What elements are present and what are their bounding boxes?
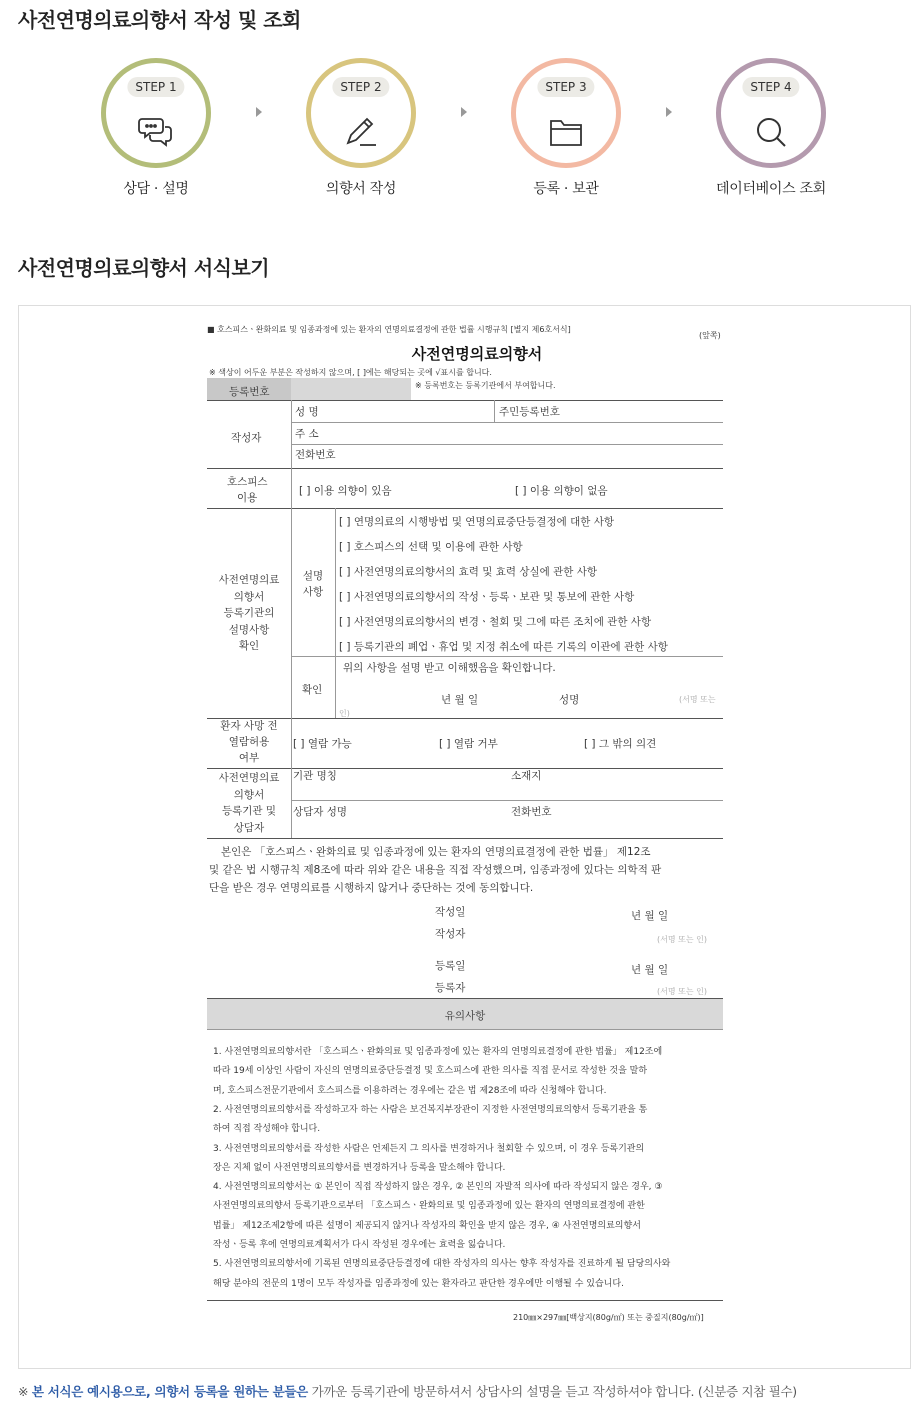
page-title: 사전연명의료의향서 작성 및 조회 xyxy=(18,8,301,32)
writer-sign-note: (서명 또는 인) xyxy=(657,935,707,944)
step-badge: STEP 3 xyxy=(537,77,594,97)
notes-title: 유의사항 xyxy=(444,1010,486,1022)
explain-item[interactable]: [ ] 사전연명의료의향서의 효력 및 효력 상실에 관한 사항 xyxy=(339,566,598,578)
note-line: 1. 사전연명의료의향서란 「호스피스ㆍ완화의료 및 임종과정에 있는 환자의 연명의료결정에 관한 법률」 제12조에 xyxy=(213,1047,663,1057)
agency-group-label: 사전연명의료 의향서 등록기관 및 상담자 xyxy=(218,772,280,834)
reg-date-label: 등록일 xyxy=(435,960,466,972)
arrow-icon xyxy=(666,107,672,117)
step-4-label: 데이터베이스 조회 xyxy=(716,181,826,197)
written-date-label: 작성일 xyxy=(435,906,466,918)
step-1-label: 상담 · 설명 xyxy=(123,181,189,197)
phone-label: 전화번호 xyxy=(295,449,336,461)
reg-no-label: 등록번호 xyxy=(229,386,270,398)
view-group-label: 환자 사망 전 열람허용 여부 xyxy=(220,720,278,764)
counselor-phone-label: 전화번호 xyxy=(511,806,552,818)
note-line: 며, 호스피스전문기관에서 호스피스를 이용하려는 경우에는 같은 법 제28조에 따라 신청해야 합니다. xyxy=(213,1085,607,1096)
written-date-value: 년 월 일 xyxy=(631,910,669,922)
note-line: 5. 사전연명의료의향서에 기록된 연명의료중단등결정에 대한 작성자의 의사는 향후 작성자를 진료하게 될 담당의사와 xyxy=(213,1259,671,1270)
law-reference: ■ 호스피스ㆍ완화의료 및 임종과정에 있는 환자의 연명의료결정에 관한 법률 시행규칙 [별지 제6호서식] xyxy=(207,325,571,334)
step-3-label: 등록 · 보관 xyxy=(533,181,599,197)
counselor-name-label: 상담자 성명 xyxy=(293,806,348,818)
form-title: 사전연명의료의향서 xyxy=(411,345,543,363)
explain-group-label: 사전연명의료 의향서 등록기관의 설명사항 확인 xyxy=(218,574,280,652)
step-3 xyxy=(511,58,621,168)
note-line: 따라 19세 이상인 사람이 자신의 연명의료중단등결정 및 호스피스에 관한 의사를 직접 문서로 작성한 것을 말하 xyxy=(213,1066,648,1077)
hospice-yes-option[interactable]: [ ] 이용 의향이 있음 xyxy=(299,485,392,497)
agency-address-label: 소재지 xyxy=(511,770,542,782)
note-line: 해당 분야의 전문의 1명이 모두 작성자를 임종과정에 있는 환자라고 판단한 경우에만 이행될 수 있습니다. xyxy=(213,1278,624,1289)
note-line: 2. 사전연명의료의향서를 작성하고자 하는 사람은 보건복지부장관이 지정한 사전연명의료의향서 등록기관을 통 xyxy=(213,1104,648,1115)
registrar-label: 등록자 xyxy=(435,982,466,994)
note-line: 사전연명의료의향서 등록기관으로부터 「호스피스ㆍ완화의료 및 임종과정에 있는 환자의 연명의료결정에 관한 xyxy=(213,1201,645,1212)
note-line: 작성ㆍ등록 후에 연명의료계획서가 다시 작성된 경우에는 효력을 잃습니다. xyxy=(213,1240,506,1250)
confirm-sign-label: 성명 xyxy=(559,694,580,706)
form-preview xyxy=(18,305,911,1369)
view-deny-option[interactable]: [ ] 열람 거부 xyxy=(439,738,498,750)
step-badge: STEP 2 xyxy=(332,77,389,97)
confirm-label: 확인 xyxy=(302,684,323,696)
note-line: 하여 직접 작성해야 합니다. xyxy=(213,1124,321,1135)
rrn-label: 주민등록번호 xyxy=(499,406,560,418)
note-line: 4. 사전연명의료의향서는 ① 본인이 직접 작성하지 않은 경우, ② 본인의 자발적 의사에 따라 작성되지 않은 경우, ③ xyxy=(213,1182,663,1193)
view-other-option[interactable]: [ ] 그 밖의 의견 xyxy=(584,738,657,750)
confirm-text: 위의 사항을 설명 받고 이해했음을 확인합니다. xyxy=(343,662,556,674)
explain-item[interactable]: [ ] 사전연명의료의향서의 작성ㆍ등록ㆍ보관 및 통보에 관한 사항 xyxy=(339,591,635,603)
name-label: 성 명 xyxy=(295,406,319,418)
explain-label: 설명 사항 xyxy=(302,570,324,598)
step-1 xyxy=(101,58,211,168)
section-title: 사전연명의료의향서 서식보기 xyxy=(18,256,270,280)
reg-date-value: 년 월 일 xyxy=(631,964,669,976)
chat-icon xyxy=(137,113,175,151)
form-instruction: ※ 색상이 어두운 부분은 작성하지 않으며, [ ]에는 해당되는 곳에 √표시를 합니다. xyxy=(209,368,492,377)
declaration-line: 및 같은 법 시행규칙 제8조에 따라 위와 같은 내용을 직접 작성했으며, 임종과정에 있다는 의학적 판 xyxy=(209,864,662,876)
declaration-line: 본인은 「호스피스ㆍ완화의료 및 임종과정에 있는 환자의 연명의료결정에 관한 법률」 제12조 xyxy=(221,846,651,858)
step-4 xyxy=(716,58,826,168)
step-badge: STEP 4 xyxy=(742,77,799,97)
address-label: 주 소 xyxy=(295,428,319,440)
writer-label: 작성자 xyxy=(435,928,466,940)
note-line: 법률」 제12조제2항에 따른 설명이 제공되지 않거나 작성자의 확인을 받지 않은 경우, ④ 사전연명의료의향서 xyxy=(213,1220,641,1231)
folder-icon xyxy=(547,113,585,151)
view-allow-option[interactable]: [ ] 열람 가능 xyxy=(293,738,352,750)
footer-note-emphasis: 본 서식은 예시용으로, 의향서 등록을 원하는 분들은 xyxy=(31,1384,308,1399)
sign-note: (서명 또는 xyxy=(679,695,716,704)
explain-item[interactable]: [ ] 등록기관의 폐업ㆍ휴업 및 지정 취소에 따른 기록의 이관에 관한 사항 xyxy=(339,641,668,653)
arrow-icon xyxy=(461,107,467,117)
note-line: 3. 사전연명의료의향서를 작성한 사람은 언제든지 그 의사를 변경하거나 철회할 수 있으며, 이 경우 등록기관의 xyxy=(213,1143,645,1154)
search-icon xyxy=(752,113,790,151)
pen-icon xyxy=(342,113,380,151)
form-document xyxy=(207,306,747,1366)
explain-item[interactable]: [ ] 사전연명의료의향서의 변경ㆍ철회 및 그에 따른 조치에 관한 사항 xyxy=(339,616,652,628)
confirm-date: 년 월 일 xyxy=(441,694,479,706)
hospice-label: 호스피스 xyxy=(227,476,268,488)
paper-size: 210㎜×297㎜[백상지(80g/㎡) 또는 중질지(80g/㎡)] xyxy=(513,1313,704,1322)
author-label: 작성자 xyxy=(231,432,262,444)
footer-note: ※ 본 서식은 예시용으로, 의향서 등록을 원하는 분들은 가까운 등록기관에 방문하셔서 상담사의 설명을 듣고 작성하셔야 합니다. (신분증 지참 필수) xyxy=(18,1384,797,1399)
explain-item[interactable]: [ ] 연명의료의 시행방법 및 연명의료중단등결정에 대한 사항 xyxy=(339,516,614,528)
reg-no-note: ※ 등록번호는 등록기관에서 부여합니다. xyxy=(415,381,556,390)
note-line: 장은 지체 없이 사전연명의료의향서를 변경하거나 등록을 말소해야 합니다. xyxy=(213,1162,506,1173)
hospice-no-option[interactable]: [ ] 이용 의향이 없음 xyxy=(515,485,608,497)
hospice-label-2: 이용 xyxy=(237,492,258,504)
agency-name-label: 기관 명칭 xyxy=(293,770,337,782)
step-badge: STEP 1 xyxy=(127,77,184,97)
arrow-icon xyxy=(256,107,262,117)
explain-item[interactable]: [ ] 호스피스의 선택 및 이용에 관한 사항 xyxy=(339,541,523,553)
front-side-label: (앞쪽) xyxy=(699,331,721,340)
registrar-sign-note: (서명 또는 인) xyxy=(657,987,707,996)
declaration-line: 단을 받은 경우 연명의료를 시행하지 않거나 중단하는 것에 동의합니다. xyxy=(209,882,534,894)
step-2 xyxy=(306,58,416,168)
step-2-label: 의향서 작성 xyxy=(325,181,397,197)
sign-note-2: 인) xyxy=(339,709,350,718)
